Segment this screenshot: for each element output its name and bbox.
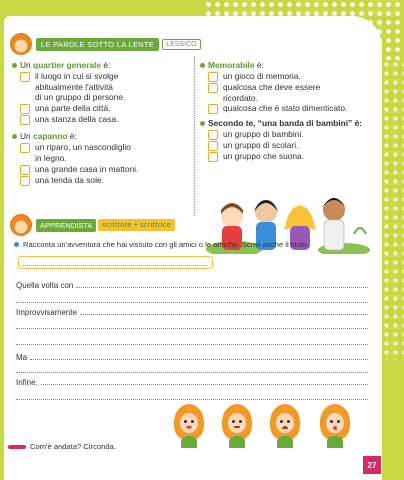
question-capanno [12,131,192,142]
writing-line[interactable] [16,301,368,303]
question-keyword: Memorabile [208,60,255,70]
question-text: Secondo te, “una banda di bambini” è: [208,118,363,129]
writing-line[interactable] [16,371,368,373]
left-column [12,60,192,186]
checkbox[interactable] [20,143,30,153]
checkbox[interactable] [20,115,30,125]
option-item[interactable] [208,82,378,104]
feedback-text: Com'è andata? Circonda. [30,442,116,451]
option-item[interactable] [208,151,378,162]
section2-tag: scrittore • scrittrice [98,219,175,231]
checkbox[interactable] [208,104,218,114]
line-starter: Quella volta con [16,281,74,290]
option-item[interactable] [208,103,378,114]
mood-face-3[interactable] [270,404,300,448]
checkbox[interactable] [208,83,218,93]
bullet-icon [12,134,17,139]
question-suffix: è: [67,131,77,142]
writing-line[interactable] [16,327,368,329]
option-label: una tenda da sole. [35,174,104,185]
bullet-icon [200,121,205,126]
title-input-box[interactable] [18,256,213,269]
writing-line[interactable] [16,343,368,345]
mascot-avatar-icon [10,214,32,236]
question-prefix: Un [20,131,34,142]
option-label: un gruppo che suona. [223,151,305,162]
option-item[interactable] [20,103,192,114]
column-divider [194,56,195,216]
mood-face-1[interactable] [174,404,204,448]
option-label: un gioco di memoria. [223,70,301,81]
writing-instruction [14,240,309,249]
mood-face-4[interactable] [320,404,350,448]
checkbox[interactable] [20,176,30,186]
option-label: il luogo in cui si svolge abitualmente l'attività di un gruppo di persone. [35,70,126,103]
checkbox[interactable] [20,104,30,114]
checkbox[interactable] [20,165,30,175]
writing-line[interactable] [16,398,368,400]
option-label: una grande casa in mattoni. [35,163,139,174]
question-memorabile [200,60,378,71]
mood-face-2[interactable] [222,404,252,448]
writing-line[interactable] [16,281,368,290]
option-label: qualcosa che è stato dimenticato. [223,103,348,114]
option-item[interactable] [208,71,378,82]
writing-line[interactable] [16,308,368,317]
question-suffix: è: [101,60,111,70]
workbook-page [4,16,382,480]
option-item[interactable] [208,140,378,151]
question-prefix: Un [20,60,34,70]
line-starter: Improvvisamente [16,308,77,317]
option-label: qualcosa che deve essere ricordato. [223,81,321,103]
writing-line[interactable] [16,353,368,362]
option-item[interactable] [20,175,192,186]
title-line [23,265,208,266]
question-keyword: capanno [33,131,68,142]
option-item[interactable] [20,71,192,103]
line-starter: Ma [16,353,28,362]
option-item[interactable] [20,142,192,164]
writing-line[interactable] [16,378,368,387]
question-quartier [12,60,192,71]
section-tag: LESSICO [162,39,200,50]
checkbox[interactable] [208,141,218,151]
question-banda [200,118,378,129]
checkbox[interactable] [208,130,218,140]
mascot-avatar-icon [10,33,32,55]
option-label: una stanza della casa. [35,114,119,125]
self-assessment [8,442,116,451]
right-column [200,60,378,162]
bullet-icon [12,63,17,68]
line-starter: Infine, [16,378,38,387]
writing-section-header [10,214,175,236]
bullet-icon [14,242,19,247]
section2-title: APPRENDISTA [36,219,96,232]
option-label: un gruppo di scolari. [223,140,299,151]
option-label: un gruppo di bambini. [223,129,304,140]
option-label: un riparo, un nascondiglio in legno. [35,141,131,163]
section-title: LE PAROLE SOTTO LA LENTE [36,38,159,51]
option-item[interactable] [208,129,378,140]
question-keyword: quartier generale [33,60,102,70]
option-item[interactable] [20,114,192,125]
bullet-icon [200,63,205,68]
instruction-text: Racconta un'avventura che hai vissuto con gli amici o le amiche. Scrivi anche il titolo. [23,240,309,249]
checkbox[interactable] [20,72,30,82]
section-header [10,34,201,54]
checkbox[interactable] [208,152,218,162]
page-number: 27 [363,456,381,474]
option-label: una parte della città. [35,103,111,114]
pencil-icon [8,445,26,449]
option-item[interactable] [20,164,192,175]
question-suffix: è: [254,60,264,70]
checkbox[interactable] [208,72,218,82]
